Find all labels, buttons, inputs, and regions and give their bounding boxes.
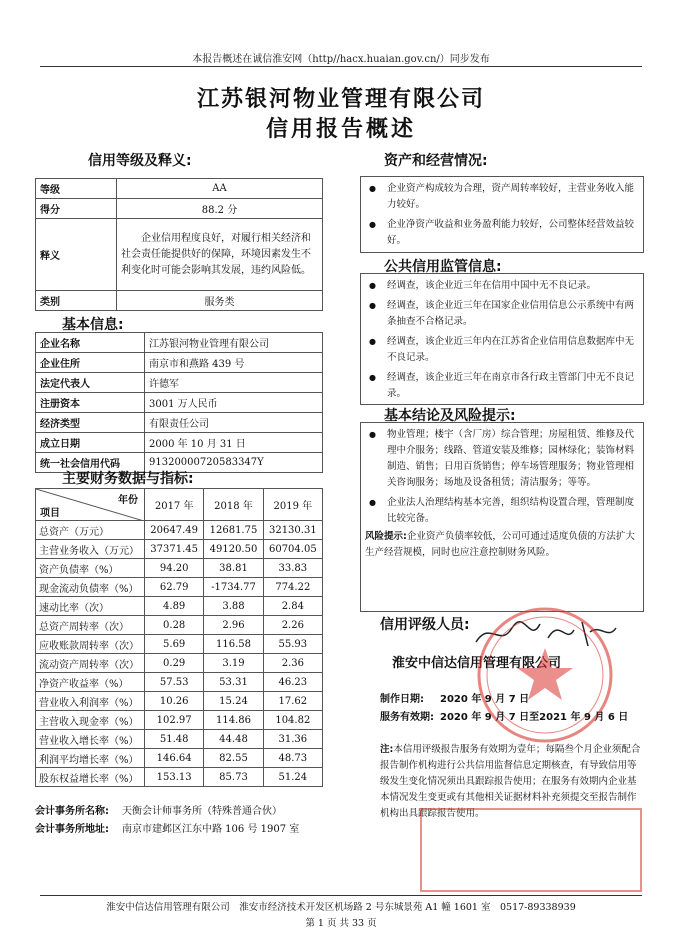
financial-value: 774.22 — [263, 578, 322, 597]
financial-row — [36, 654, 323, 673]
year-header: 2018 年 — [204, 489, 263, 521]
financial-section-title: 主要财务数据与指标: — [62, 471, 194, 487]
financial-value: 12681.75 — [204, 521, 263, 540]
score-value: 88.2 分 — [117, 199, 323, 219]
date-label: 制作日期: — [380, 694, 424, 705]
grade-label: 等级 — [36, 179, 117, 199]
basic-info-key: 统一社会信用代码 — [36, 453, 145, 473]
financial-row — [36, 521, 323, 540]
basic-info-key: 注册资本 — [36, 393, 145, 413]
category-label: 类别 — [36, 291, 117, 311]
financial-item: 主营业务收入（万元） — [36, 540, 145, 559]
financial-value: 32130.31 — [263, 521, 322, 540]
report-publish-note: 本报告概述在诚信淮安网（http//hacx.huaian.gov.cn/）同步发布 — [192, 54, 490, 65]
basic-info-value: 江苏银河物业管理有限公司 — [145, 333, 323, 353]
financial-row — [36, 597, 323, 616]
financial-row — [36, 635, 323, 654]
footer-divider — [40, 895, 642, 896]
financial-row — [36, 616, 323, 635]
financial-value: 116.58 — [204, 635, 263, 654]
financial-item: 主营收入现金率（%） — [36, 711, 145, 730]
financial-value: 37371.45 — [145, 540, 204, 559]
basic-info-row — [36, 333, 323, 353]
accounting-firm-name-label: 会计事务所名称: — [35, 806, 109, 817]
basic-info-key: 企业名称 — [36, 333, 145, 353]
financial-value: 38.81 — [204, 559, 263, 578]
meaning-label: 释义 — [36, 219, 117, 291]
financial-value: 4.89 — [145, 597, 204, 616]
accounting-firm-name: 天衡会计师事务所（特殊普通合伙） — [122, 806, 282, 817]
rating-personnel-label: 信用评级人员: — [380, 617, 470, 633]
financial-value: 85.73 — [204, 768, 263, 787]
financial-value: 55.93 — [263, 635, 322, 654]
company-title: 江苏银河物业管理有限公司 — [196, 87, 485, 112]
assets-section-title: 资产和经营情况: — [384, 153, 488, 169]
financial-row — [36, 540, 323, 559]
rating-agency: 淮安中信达信用管理有限公司 — [392, 656, 562, 671]
financial-item: 利润平均增长率（%） — [36, 749, 145, 768]
corner-item-label: 项目 — [40, 508, 60, 519]
credit-grade-table — [35, 178, 323, 311]
financial-item: 营业收入增长率（%） — [36, 730, 145, 749]
accounting-firm-address-label: 会计事务所地址: — [35, 824, 109, 835]
financial-item: 现金流动负债率（%） — [36, 578, 145, 597]
financial-value: 0.29 — [145, 654, 204, 673]
financial-item: 速动比率（次） — [36, 597, 145, 616]
assets-item: ● 企业净资产收益和业务盈利能力较好，公司整体经营效益较好。 — [369, 217, 637, 249]
financial-item: 净资产收益率（%） — [36, 673, 145, 692]
score-label: 得分 — [36, 199, 117, 219]
financial-value: 82.55 — [204, 749, 263, 768]
financial-item: 流动资产周转率（次） — [36, 654, 145, 673]
basic-info-table — [35, 332, 323, 473]
filing-stamp — [420, 808, 642, 892]
basic-info-value: 许德军 — [145, 373, 323, 393]
footer-company-info: 淮安中信达信用管理有限公司 淮安市经济技术开发区机场路 2 号东城景苑 A1 幢 1601 室 0517-89338939 — [106, 902, 576, 913]
credit-section-title: 信用等级及释义: — [88, 153, 192, 169]
basic-info-value: 91320000720583347Y — [145, 453, 323, 473]
financial-value: 60704.05 — [263, 540, 322, 559]
financial-value: 20647.49 — [145, 521, 204, 540]
financial-value: 94.20 — [145, 559, 204, 578]
basic-info-section-title: 基本信息: — [62, 317, 124, 333]
financial-item: 应收账款周转率（次） — [36, 635, 145, 654]
conclusion-section-title: 基本结论及风险提示: — [384, 408, 516, 424]
financial-row — [36, 711, 323, 730]
financial-value: -1734.77 — [204, 578, 263, 597]
financial-value: 62.79 — [145, 578, 204, 597]
note-label: 注: — [380, 744, 394, 755]
financial-value: 31.36 — [263, 730, 322, 749]
financial-value: 33.83 — [263, 559, 322, 578]
risk-label: 风险提示: — [365, 531, 407, 542]
basic-info-value: 有限责任公司 — [145, 413, 323, 433]
supervision-box — [360, 273, 644, 405]
financial-value: 53.31 — [204, 673, 263, 692]
financial-value: 51.48 — [145, 730, 204, 749]
year-header: 2019 年 — [263, 489, 322, 521]
risk-text: 企业资产负债率较低，公司可通过适度负债的方法扩大生产经营规模，同时也应注意控制财务风险。 — [365, 531, 635, 558]
conclusion-item: ● 物业管理；楼宇（含厂房）综合管理；房屋租赁、维修及代理中介服务；线路、管道安装及维修；园林绿化；装饰材料制造、销售；日用百货销售；停车场管理服务；物业管理相关咨询服务；场地及设备租赁；清洁服务；等等。 — [369, 427, 637, 491]
supervision-item: ● 经调查，该企业近三年内在江苏省企业信用信息数据库中无不良记录。 — [369, 334, 637, 366]
category-value: 服务类 — [117, 291, 323, 311]
financial-value: 49120.50 — [204, 540, 263, 559]
financial-value: 10.26 — [145, 692, 204, 711]
basic-info-row — [36, 433, 323, 453]
conclusion-item: ● 企业法人治理结构基本完善，组织结构设置合理，管理制度比较完备。 — [369, 495, 637, 527]
note-text: 本信用评级报告服务有效期为壹年；每隔叁个月企业须配合报告制作机构进行公共信用监督信息定期核查，有导致信用等级发生变化情况须出具跟踪报告使用；在服务有效期内企业基本情况发生变更或有其他相关证据材料补充须提交至报告制作机构出具跟踪报告使用。 — [380, 744, 641, 819]
financial-value: 2.84 — [263, 597, 322, 616]
financial-row — [36, 749, 323, 768]
basic-info-row — [36, 413, 323, 433]
financial-item: 股东权益增长率（%） — [36, 768, 145, 787]
financial-value: 15.24 — [204, 692, 263, 711]
basic-info-key: 经济类型 — [36, 413, 145, 433]
financial-row — [36, 768, 323, 787]
valid-period-value: 2020 年 9 月 7 日至2021 年 9 月 6 日 — [440, 712, 629, 723]
financial-value: 57.53 — [145, 673, 204, 692]
accounting-firm-address: 南京市建邺区江东中路 106 号 1907 室 — [122, 824, 300, 835]
financial-item: 总资产（万元） — [36, 521, 145, 540]
financial-value: 146.64 — [145, 749, 204, 768]
financial-value: 153.13 — [145, 768, 204, 787]
supervision-item: ● 经调查，该企业近三年在国家企业信用信息公示系统中有两条抽查不合格记录。 — [369, 298, 637, 330]
financial-value: 2.36 — [263, 654, 322, 673]
basic-info-value: 2000 年 10 月 31 日 — [145, 433, 323, 453]
year-header: 2017 年 — [145, 489, 204, 521]
date-value: 2020 年 9 月 7 日 — [440, 694, 530, 705]
report-title: 信用报告概述 — [265, 117, 416, 142]
financial-value: 3.19 — [204, 654, 263, 673]
financial-value: 17.62 — [263, 692, 322, 711]
header-divider — [40, 66, 642, 67]
company-seal-icon — [470, 600, 620, 750]
basic-info-key: 成立日期 — [36, 433, 145, 453]
page-number: 第 1 页 共 33 页 — [305, 918, 377, 929]
financial-item: 总资产周转率（次） — [36, 616, 145, 635]
grade-value: AA — [117, 179, 323, 199]
supervision-item: ● 经调查，该企业近三年在信用中国中无不良记录。 — [369, 278, 637, 294]
financial-value: 2.26 — [263, 616, 322, 635]
financial-row — [36, 692, 323, 711]
financial-row — [36, 730, 323, 749]
basic-info-value: 3001 万人民币 — [145, 393, 323, 413]
financial-value: 5.69 — [145, 635, 204, 654]
financial-corner-cell — [36, 489, 145, 521]
financial-value: 51.24 — [263, 768, 322, 787]
financial-value: 2.96 — [204, 616, 263, 635]
basic-info-value: 南京市和燕路 439 号 — [145, 353, 323, 373]
meaning-text: 企业信用程度良好，对履行相关经济和社会责任能提供好的保障，环境因素发生不利变化时可能会影响其发展，违约风险低。 — [117, 219, 323, 291]
financial-value: 0.28 — [145, 616, 204, 635]
financial-value: 46.23 — [263, 673, 322, 692]
financial-row — [36, 673, 323, 692]
financial-value: 114.86 — [204, 711, 263, 730]
financial-value: 102.97 — [145, 711, 204, 730]
financial-row — [36, 578, 323, 597]
financial-value: 48.73 — [263, 749, 322, 768]
basic-info-key: 法定代表人 — [36, 373, 145, 393]
financial-value: 44.48 — [204, 730, 263, 749]
financial-item: 营业收入利润率（%） — [36, 692, 145, 711]
basic-info-row — [36, 373, 323, 393]
risk-note — [365, 529, 637, 561]
basic-info-row — [36, 353, 323, 373]
financial-row — [36, 559, 323, 578]
financial-table — [35, 488, 323, 787]
conclusion-box — [360, 422, 644, 612]
financial-item: 资产负债率（%） — [36, 559, 145, 578]
supervision-item: ● 经调查，该企业近三年在南京市各行政主管部门中无不良记录。 — [369, 370, 637, 402]
assets-item: ● 企业资产构成较为合理，资产周转率较好，主营业务收入能力较好。 — [369, 181, 637, 213]
financial-value: 3.88 — [204, 597, 263, 616]
assets-box — [360, 176, 644, 253]
financial-value: 104.82 — [263, 711, 322, 730]
supervision-section-title: 公共信用监管信息: — [384, 259, 502, 275]
corner-year-label: 年份 — [118, 495, 138, 506]
valid-period-label: 服务有效期: — [380, 712, 434, 723]
basic-info-key: 企业住所 — [36, 353, 145, 373]
basic-info-row — [36, 393, 323, 413]
